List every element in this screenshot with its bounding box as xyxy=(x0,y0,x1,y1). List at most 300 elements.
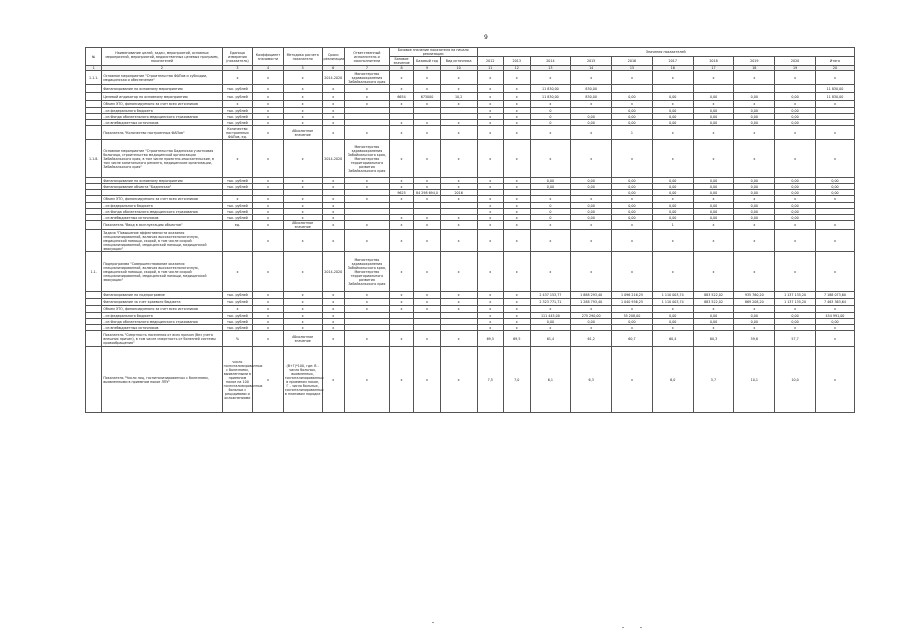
table-cell: 1.1.1. xyxy=(86,71,102,85)
table-cell: х xyxy=(344,184,389,190)
table-cell: 0,00 xyxy=(775,209,816,215)
column-number: 1 xyxy=(86,66,102,71)
table-cell: 0,00 xyxy=(734,190,775,196)
table-cell: х xyxy=(344,331,389,347)
table-cell: х xyxy=(344,85,389,93)
table-cell: х xyxy=(693,140,734,178)
table-cell: 673000 xyxy=(414,93,441,101)
table-cell: 0 xyxy=(530,209,571,215)
table-cell: х xyxy=(571,71,612,85)
table-cell: х xyxy=(389,299,413,306)
table-cell: х xyxy=(440,221,477,230)
table-cell: х xyxy=(322,203,344,209)
table-cell: х xyxy=(734,252,775,292)
table-cell: х xyxy=(253,221,284,230)
table-cell: 57,7 xyxy=(775,331,816,347)
table-cell: х xyxy=(389,347,413,413)
table-cell: тыс. рублей xyxy=(222,209,253,215)
table-cell: 0,00 xyxy=(652,120,693,126)
row-name-cell: - из внебюджетных источников xyxy=(102,325,222,331)
table-row xyxy=(86,252,855,292)
table-cell: х xyxy=(734,126,775,140)
table-cell: 1 888 293,40 xyxy=(571,292,612,299)
row-name-cell: - из Фонда обязательного медицинского страхования xyxy=(102,319,222,325)
table-cell: 60,4 xyxy=(652,331,693,347)
table-cell xyxy=(86,126,102,140)
header-executor: Ответственный исполнитель и соисполнители xyxy=(344,48,389,66)
table-cell: х xyxy=(283,93,322,101)
table-cell: х xyxy=(693,71,734,85)
table-cell: х xyxy=(504,319,531,325)
table-cell: х xyxy=(477,120,504,126)
table-cell: 0,00 xyxy=(693,108,734,114)
table-cell xyxy=(86,230,102,252)
table-cell: х xyxy=(222,306,253,313)
table-cell: х xyxy=(414,71,441,85)
table-cell: 0,00 xyxy=(775,215,816,221)
table-cell: х xyxy=(530,126,571,140)
row-name-cell: Финансирование по основному мероприятию xyxy=(102,178,222,184)
row-name-cell: - из внебюджетных источников xyxy=(102,215,222,221)
table-cell: х xyxy=(440,230,477,252)
column-number: 20 xyxy=(815,66,854,71)
table-cell: 0,00 xyxy=(734,313,775,319)
table-cell: х xyxy=(612,196,653,203)
row-name-cell: - из внебюджетных источников xyxy=(102,120,222,126)
header-year: 2016 xyxy=(612,57,653,66)
table-cell: тыс. рублей xyxy=(222,178,253,184)
table-cell: х xyxy=(253,196,284,203)
table-cell: х xyxy=(283,101,322,108)
table-cell: х xyxy=(530,325,571,331)
table-cell: х xyxy=(389,196,413,203)
table-cell: 935 760,20 xyxy=(734,292,775,299)
column-number: 18 xyxy=(734,66,775,71)
table-cell: х xyxy=(477,71,504,85)
table-cell: х xyxy=(414,126,441,140)
table-cell: 0,00 xyxy=(734,120,775,126)
table-cell: х xyxy=(344,126,389,140)
table-row xyxy=(86,292,855,299)
table-cell: х xyxy=(734,101,775,108)
table-row xyxy=(86,85,855,93)
table-cell: тыс. рублей xyxy=(222,325,253,331)
row-name-cell: Основное мероприятие "Строительство ФАПов и субсидии, медицинская и обеспечение" xyxy=(102,71,222,85)
header-no: № xyxy=(86,48,102,66)
table-cell: х xyxy=(283,108,322,114)
table-cell: х xyxy=(612,325,653,331)
table-cell: х xyxy=(571,325,612,331)
table-cell: х xyxy=(322,325,344,331)
table-cell: х xyxy=(283,140,322,178)
table-cell: х xyxy=(283,299,322,306)
table-cell: х xyxy=(440,140,477,178)
table-cell: х xyxy=(344,221,389,230)
header-year: 2018 xyxy=(693,57,734,66)
table-cell: х xyxy=(477,184,504,190)
table-cell: х xyxy=(693,196,734,203)
row-name-cell: Объем ЭТО, финансируемого за счет всех источников xyxy=(102,306,222,313)
table-cell: х xyxy=(322,299,344,306)
column-number: 17 xyxy=(693,66,734,71)
table-cell: Количество построенных ФАПов, ед. xyxy=(222,126,253,140)
table-cell: 1 137 135,20 xyxy=(775,292,816,299)
column-number: 13 xyxy=(530,66,571,71)
table-cell: х xyxy=(389,306,413,313)
header-year: 2014 xyxy=(530,57,571,66)
table-cell: 0,00 xyxy=(734,319,775,325)
table-cell: 0,00 xyxy=(775,203,816,209)
table-row xyxy=(86,347,855,413)
table-cell: 7,0 xyxy=(504,347,531,413)
table-cell: 11 830,00 xyxy=(530,85,571,93)
table-cell: х xyxy=(734,306,775,313)
table-cell: х xyxy=(344,292,389,299)
table-body xyxy=(86,66,855,413)
table-cell: х xyxy=(571,306,612,313)
table-cell: х xyxy=(283,71,322,85)
table-cell: х xyxy=(734,325,775,331)
table-cell: х xyxy=(440,126,477,140)
table-cell xyxy=(86,196,102,203)
table-cell: х xyxy=(389,215,413,221)
table-cell: х xyxy=(693,230,734,252)
table-cell: 830,00 xyxy=(571,85,612,93)
table-cell: х xyxy=(815,126,854,140)
table-cell: х xyxy=(440,184,477,190)
table-cell: х xyxy=(283,313,322,319)
table-cell: 0,00 xyxy=(693,319,734,325)
table-cell: 0,00 xyxy=(693,190,734,196)
row-name-cell: Объем ЭТО, финансируемого за счет всех источников xyxy=(102,101,222,108)
table-cell: х xyxy=(477,319,504,325)
table-cell: х xyxy=(253,306,284,313)
table-cell: х xyxy=(322,313,344,319)
row-name-cell: Показатель "Количество построенных ФАПов" xyxy=(102,126,222,140)
table-cell: 1 110 003,74 xyxy=(652,292,693,299)
table-cell: х xyxy=(477,313,504,319)
table-cell: тыс. рублей xyxy=(222,215,253,221)
table-cell: х xyxy=(414,120,441,126)
table-cell: 0,00 xyxy=(693,215,734,221)
table-cell: х xyxy=(477,221,504,230)
table-cell: х xyxy=(815,230,854,252)
table-cell: 0,00 xyxy=(775,190,816,196)
table-cell xyxy=(86,221,102,230)
column-number: 2 xyxy=(102,66,222,71)
header-year: 2019 xyxy=(734,57,775,66)
table-cell: 0,00 xyxy=(652,209,693,215)
table-cell xyxy=(86,85,102,93)
table-cell: х xyxy=(440,252,477,292)
table-cell: х xyxy=(283,114,322,120)
table-cell: 0,00 xyxy=(775,313,816,319)
table-cell: х xyxy=(652,325,693,331)
table-cell: х xyxy=(344,178,389,184)
row-name-cell: Показатель "Число лиц, госпитализированных с болезнями, выявленными в приемном покое ЛПУ" xyxy=(102,347,222,413)
table-cell: х xyxy=(344,93,389,101)
table-cell: 0,00 xyxy=(652,215,693,221)
table-cell: 0,00 xyxy=(612,120,653,126)
column-number: 15 xyxy=(612,66,653,71)
table-cell: х xyxy=(253,252,284,292)
table-cell: х xyxy=(440,71,477,85)
table-cell: х xyxy=(504,184,531,190)
row-name-cell: Финансирование объекта "Бадинская" xyxy=(102,184,222,190)
table-cell: Абсолютное значение xyxy=(283,221,322,230)
table-cell: х xyxy=(283,292,322,299)
table-cell: х xyxy=(389,101,413,108)
table-row xyxy=(86,299,855,306)
table-cell: х xyxy=(815,306,854,313)
table-cell: 0 xyxy=(530,108,571,114)
table-cell: х xyxy=(571,252,612,292)
table-cell: тыс. рублей xyxy=(222,114,253,120)
table-cell: тыс. рублей xyxy=(222,292,253,299)
table-cell: 2 437 153,77 xyxy=(530,292,571,299)
table-cell: 69,5 xyxy=(477,331,504,347)
table-cell xyxy=(652,85,693,93)
table-cell: х xyxy=(389,178,413,184)
table-cell: х xyxy=(253,325,284,331)
table-cell: 9625 xyxy=(389,190,413,196)
table-cell: х xyxy=(477,101,504,108)
table-cell: число госпитализированных с болезнями, выявленными в приемном покое на 100 госпитализированных больных с рецидивами и осложнениями xyxy=(222,347,253,413)
table-cell: х xyxy=(477,114,504,120)
table-row xyxy=(86,230,855,252)
table-cell: х xyxy=(775,221,816,230)
table-cell: х xyxy=(477,203,504,209)
table-cell: 0,00 xyxy=(612,93,653,101)
table-cell: х xyxy=(322,101,344,108)
report-table-sheet xyxy=(85,47,855,413)
table-cell: 0,00 xyxy=(571,319,612,325)
table-cell: 61,4 xyxy=(530,331,571,347)
table-cell: 5,7 xyxy=(693,347,734,413)
table-cell: Министерство здравоохранения Забайкальского края xyxy=(344,71,389,85)
table-cell: х xyxy=(477,126,504,140)
table-cell: 0 xyxy=(530,203,571,209)
table-cell: 6,3 xyxy=(571,347,612,413)
table-cell: х xyxy=(253,178,284,184)
table-cell: 1 137 135,20 xyxy=(775,299,816,306)
table-cell: х xyxy=(652,126,693,140)
table-cell: х xyxy=(322,306,344,313)
table-cell: 0,00 xyxy=(612,184,653,190)
table-cell: Министерство здравоохранения Забайкальского края, Министерство территориального развития Забайкальского края xyxy=(344,140,389,178)
table-cell: х xyxy=(530,252,571,292)
table-cell: х xyxy=(440,292,477,299)
table-cell: х xyxy=(440,331,477,347)
table-cell: 1.1. xyxy=(86,252,102,292)
table-cell: х xyxy=(253,292,284,299)
table-cell: х xyxy=(775,140,816,178)
table-cell: х xyxy=(612,140,653,178)
table-cell: х xyxy=(775,101,816,108)
table-cell: х xyxy=(815,101,854,108)
table-cell: х xyxy=(344,230,389,252)
row-name-cell: Финансирование по подпрограмме xyxy=(102,292,222,299)
table-cell: х xyxy=(477,215,504,221)
column-number: 10 xyxy=(440,66,477,71)
table-cell: 111 445,00 xyxy=(530,313,571,319)
table-cell: тыс. рублей xyxy=(222,108,253,114)
table-cell: х xyxy=(253,230,284,252)
header-year: 2015 xyxy=(571,57,612,66)
table-cell: х xyxy=(414,85,441,93)
table-cell: х xyxy=(414,306,441,313)
table-cell: х xyxy=(775,230,816,252)
table-cell: х xyxy=(504,126,531,140)
table-cell: х xyxy=(344,306,389,313)
table-cell: х xyxy=(344,196,389,203)
table-cell: 59,8 xyxy=(734,331,775,347)
column-number: 5 xyxy=(283,66,322,71)
table-cell: х xyxy=(504,203,531,209)
table-cell: х xyxy=(253,101,284,108)
table-cell: 0,00 xyxy=(652,184,693,190)
table-cell: 0,00 xyxy=(734,114,775,120)
table-cell: х xyxy=(477,209,504,215)
header-name: Наименование целей, задач, мероприятий, основных мероприятий, мероприятий, ведомственных целевых программ, показателей xyxy=(102,48,222,66)
table-cell: х xyxy=(283,203,322,209)
table-cell: 0,00 xyxy=(652,178,693,184)
table-cell: х xyxy=(440,196,477,203)
row-name-cell: Показатель "Ввод в эксплуатацию объектов" xyxy=(102,221,222,230)
column-number: 3 xyxy=(222,66,253,71)
table-cell xyxy=(612,85,653,93)
table-cell: тыс. рублей xyxy=(222,85,253,93)
table-cell: х xyxy=(222,196,253,203)
table-cell: х xyxy=(253,184,284,190)
table-cell: тыс. рублей xyxy=(222,299,253,306)
scan-artifact xyxy=(622,627,624,628)
table-cell: х xyxy=(283,178,322,184)
table-cell: 11 830,00 xyxy=(815,85,854,93)
column-number: 9 xyxy=(414,66,441,71)
table-cell: 869 208,20 xyxy=(734,299,775,306)
table-cell: х xyxy=(571,101,612,108)
row-name-cell: - из федерального бюджета xyxy=(102,203,222,209)
table-cell: х xyxy=(283,215,322,221)
table-cell: х xyxy=(612,71,653,85)
table-cell: х xyxy=(612,347,653,413)
table-cell: х xyxy=(504,292,531,299)
header-values-group: Значения показателей xyxy=(477,48,855,57)
table-cell: х xyxy=(283,120,322,126)
table-cell: 0,00 xyxy=(775,108,816,114)
header-year: 2020 xyxy=(775,57,816,66)
table-cell: х xyxy=(253,120,284,126)
table-cell: 11 830,00 xyxy=(530,93,571,101)
table-cell: х xyxy=(734,230,775,252)
table-cell: х xyxy=(322,184,344,190)
row-name-cell: - из федерального бюджета xyxy=(102,313,222,319)
column-number: 14 xyxy=(571,66,612,71)
table-cell: 11 830,00 xyxy=(815,93,854,101)
table-cell: х xyxy=(504,114,531,120)
row-name-cell: - из Фонда обязательного медицинского страхования xyxy=(102,114,222,120)
table-cell: 2 323 771,71 xyxy=(530,299,571,306)
table-cell: 7 188 073,60 xyxy=(815,292,854,299)
row-name-cell: Финансирование по основному мероприятию xyxy=(102,85,222,93)
table-cell: х xyxy=(504,196,531,203)
table-cell: х xyxy=(414,196,441,203)
table-cell: 0,00 xyxy=(612,178,653,184)
table-cell: 0,00 xyxy=(815,190,854,196)
table-cell: х xyxy=(815,196,854,203)
table-cell: 0,00 xyxy=(693,114,734,120)
table-cell: х xyxy=(440,347,477,413)
table-cell: х xyxy=(815,252,854,292)
table-cell: х xyxy=(222,252,253,292)
indicator-table xyxy=(85,47,855,413)
table-cell: 84 298 694,0 xyxy=(414,190,441,196)
table-cell: 7,5 xyxy=(477,347,504,413)
table-cell: 0,00 xyxy=(693,93,734,101)
table-cell xyxy=(86,292,102,299)
table-cell: 883 522,02 xyxy=(693,299,734,306)
table-cell: х xyxy=(477,292,504,299)
row-name-cell: Подпрограмма "Совершенствование оказания специализированной, включая высокотехнологичную, медицинской помощи, скорой, в том числе скорой специализированной, медицинской помощи, медицинской эвакуации" xyxy=(102,252,222,292)
table-cell: х xyxy=(322,196,344,203)
table-cell: х xyxy=(253,93,284,101)
table-cell: х xyxy=(253,215,284,221)
table-cell: х xyxy=(734,140,775,178)
table-cell: тыс. рублей xyxy=(222,319,253,325)
table-cell: х xyxy=(734,71,775,85)
table-cell: х xyxy=(222,140,253,178)
header-method: Методика расчета показателя xyxy=(283,48,322,66)
table-cell: х xyxy=(414,215,441,221)
table-cell: 0,00 xyxy=(612,319,653,325)
table-cell: х xyxy=(477,306,504,313)
table-cell: 0,00 xyxy=(571,209,612,215)
table-cell: х xyxy=(414,299,441,306)
table-cell: х xyxy=(477,85,504,93)
table-cell: 1 xyxy=(652,221,693,230)
table-cell: х xyxy=(504,140,531,178)
table-cell: х xyxy=(530,230,571,252)
table-cell: 55 208,00 xyxy=(612,313,653,319)
table-cell: х xyxy=(322,221,344,230)
table-cell: х xyxy=(389,71,413,85)
table-cell: х xyxy=(775,325,816,331)
table-cell: 0,00 xyxy=(571,184,612,190)
table-cell: 10,2 xyxy=(440,93,477,101)
table-cell xyxy=(222,230,253,252)
table-cell: х xyxy=(253,209,284,215)
scan-artifact xyxy=(432,622,434,623)
table-cell: х xyxy=(612,306,653,313)
table-cell: х xyxy=(652,230,693,252)
table-cell: 0,00 xyxy=(815,184,854,190)
table-cell: 60,7 xyxy=(612,331,653,347)
table-cell: тыс. рублей xyxy=(222,203,253,209)
table-cell: х xyxy=(693,221,734,230)
table-cell: 0,00 xyxy=(571,120,612,126)
table-cell: 0,00 xyxy=(775,114,816,120)
table-cell: х xyxy=(693,252,734,292)
table-cell: х xyxy=(322,178,344,184)
table-cell: х xyxy=(283,306,322,313)
table-cell: 0,00 xyxy=(612,108,653,114)
table-cell: 0,00 xyxy=(530,178,571,184)
table-cell: х xyxy=(504,209,531,215)
table-cell: х xyxy=(322,215,344,221)
table-cell: х xyxy=(815,140,854,178)
table-cell: 2014-2020 xyxy=(322,140,344,178)
